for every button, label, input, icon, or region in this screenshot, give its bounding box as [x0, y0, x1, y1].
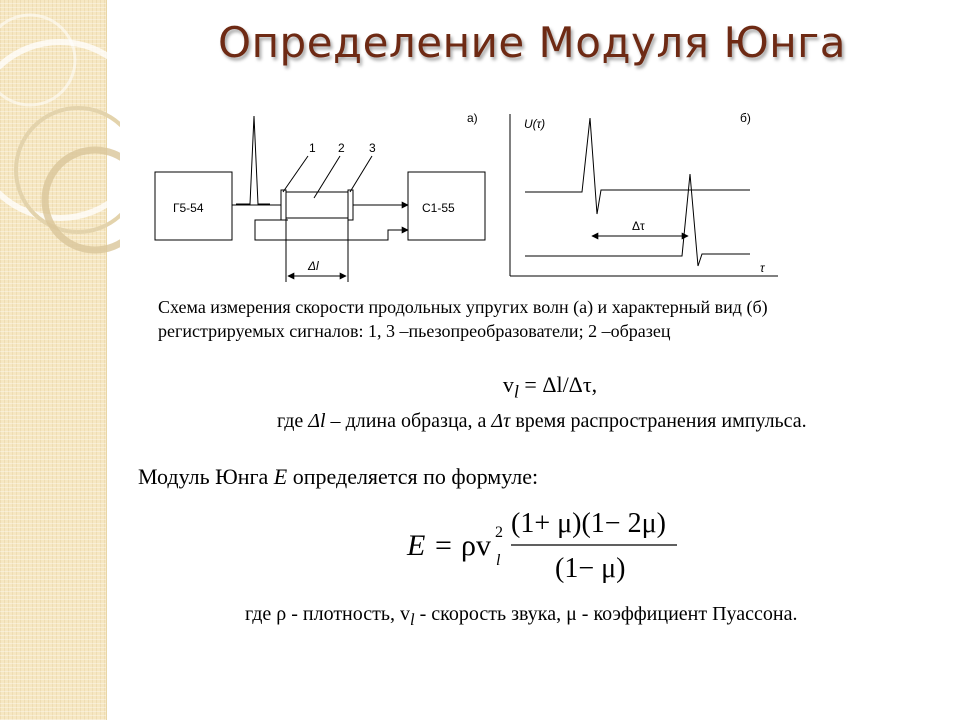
- legend-b: - скорость звука, μ - коэффициент Пуассона.: [414, 603, 798, 625]
- young-modulus-formula: [405, 505, 685, 595]
- measurement-diagram: [150, 104, 790, 294]
- heading-prefix: Модуль Юнга: [138, 464, 274, 489]
- length-label: Δl: [308, 259, 319, 273]
- caption-line-1: Схема измерения скорости продольных упругих волн (а) и характерный вид (б): [158, 297, 768, 317]
- wire-sync: [255, 220, 408, 240]
- velocity-rhs: = Δl/Δτ,: [518, 372, 598, 397]
- leader-3: [350, 156, 372, 192]
- input-pulse: [236, 116, 270, 204]
- transducer-3: [348, 190, 353, 220]
- generator-label: Г5-54: [173, 201, 204, 215]
- note-suffix: время распространения импульса.: [510, 410, 807, 432]
- label-2: 2: [338, 141, 345, 155]
- formula-rho-v: ρv: [461, 529, 491, 562]
- formula-sub-l: l: [496, 552, 501, 569]
- formula-eq: =: [435, 529, 452, 562]
- formula-numerator: (1+ μ)(1− 2μ): [511, 508, 666, 539]
- velocity-symbol: v: [502, 372, 514, 397]
- oscilloscope-label: С1-55: [422, 201, 455, 215]
- legend-a: где ρ - плотность, v: [245, 603, 410, 625]
- label-3: 3: [369, 141, 376, 155]
- formula-sup-2: 2: [495, 524, 503, 541]
- caption-line-2: регистрируемых сигналов: 1, 3 –пьезопреобразователи; 2 –образец: [158, 321, 671, 341]
- velocity-subscript: l: [513, 381, 519, 402]
- note-dl: Δl –: [308, 410, 346, 432]
- note-prefix: где: [277, 410, 309, 432]
- delay-label: Δτ: [632, 219, 645, 233]
- heading-suffix: определяется по формуле:: [287, 464, 539, 489]
- heading-var: E: [273, 464, 288, 489]
- legend-sub: l: [410, 610, 415, 629]
- velocity-formula-note: [277, 410, 807, 433]
- formula-denominator: (1− μ): [555, 553, 626, 584]
- time-axis-label: τ: [760, 261, 765, 275]
- transducer-1: [281, 190, 286, 220]
- label-1: 1: [309, 141, 316, 155]
- formula-E: E: [407, 529, 426, 562]
- slide-title: Определение Модуля Юнга: [218, 18, 846, 67]
- panel-b-label: б): [740, 111, 751, 125]
- sample: [286, 192, 348, 218]
- note-dt: Δτ: [491, 410, 511, 432]
- velocity-formula: [0, 372, 960, 402]
- note-mid: длина образца, а: [345, 410, 492, 432]
- panel-a-label: а): [467, 111, 478, 125]
- young-modulus-heading: [138, 464, 538, 490]
- block-scheme: [155, 116, 485, 282]
- signal-plot: [467, 111, 778, 276]
- leader-1: [283, 156, 308, 192]
- signal-axis-label: U(τ): [524, 117, 546, 131]
- formula-legend: [245, 603, 797, 630]
- signal-upper: [525, 118, 750, 214]
